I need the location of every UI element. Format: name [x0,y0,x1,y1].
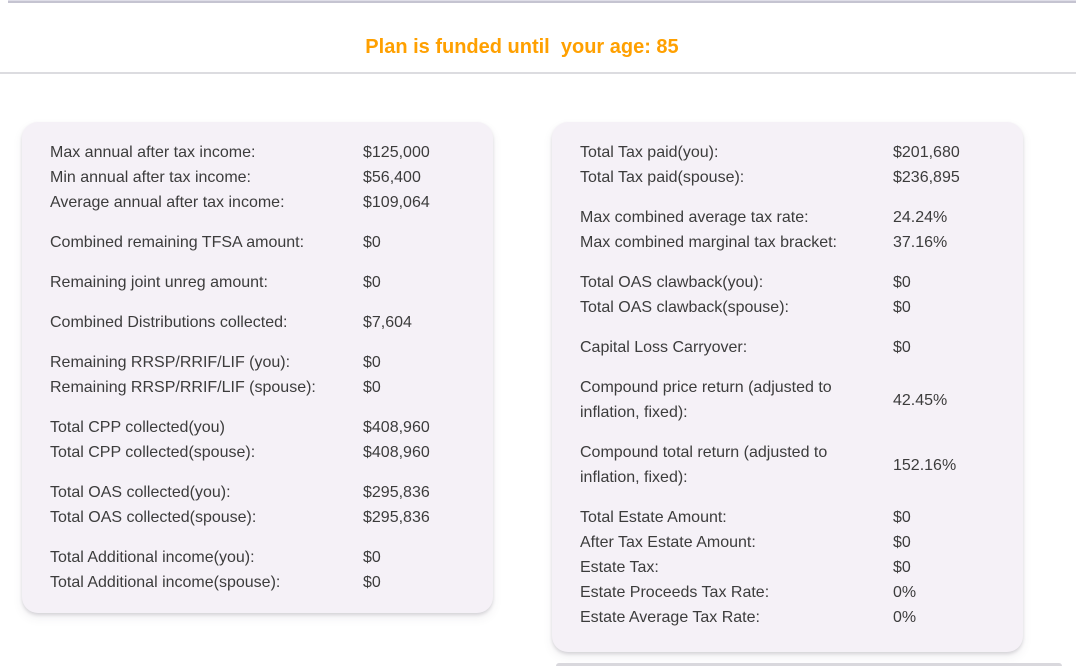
stat-group [580,335,995,360]
stat-label: Total Additional income(you): [50,549,255,566]
stat-value: $0 [893,274,911,291]
stat-group [50,230,465,255]
stat-group [580,375,995,425]
stat-row [580,165,995,190]
stat-value: $408,960 [363,419,430,436]
stat-value: $295,836 [363,484,430,501]
stat-row [580,440,995,490]
stat-label: Total CPP collected(spouse): [50,444,256,461]
stat-row [50,440,465,465]
stat-label: Estate Tax: [580,559,659,576]
stat-label: Combined Distributions collected: [50,314,288,331]
stat-label: Total OAS clawback(you): [580,274,764,291]
stat-group [50,350,465,400]
stat-group [50,480,465,530]
stat-row [50,545,465,570]
stat-row [50,350,465,375]
stat-value: 37.16% [893,234,948,251]
stat-row [50,270,465,295]
stat-value: $0 [363,379,381,396]
stat-label: Max combined average tax rate: [580,209,809,226]
stat-value: $408,960 [363,444,430,461]
stat-label: Remaining RRSP/RRIF/LIF (spouse): [50,379,316,396]
stat-value: $295,836 [363,509,430,526]
stat-label: Estate Proceeds Tax Rate: [580,584,770,601]
stat-row [580,140,995,165]
stat-value: 42.45% [893,391,948,409]
stat-label: Average annual after tax income: [50,194,285,211]
stat-value: 24.24% [893,209,948,226]
stat-label: Total OAS collected(spouse): [50,509,257,526]
stat-value: $201,680 [893,144,960,161]
header [0,0,1076,74]
stat-row [580,295,995,320]
stat-label: Remaining RRSP/RRIF/LIF (you): [50,354,291,371]
summary-card-tax-estate [552,122,1023,652]
stat-label: Total Additional income(spouse): [50,574,281,591]
stat-label: After Tax Estate Amount: [580,534,756,551]
stat-row [50,480,465,505]
stat-row [580,335,995,360]
stat-value: $0 [893,534,911,551]
stat-label: Total Estate Amount: [580,509,727,526]
stat-group [50,545,465,595]
stat-label: Capital Loss Carryover: [580,339,748,356]
summary-card-income [22,122,493,613]
stat-value: 152.16% [893,456,957,474]
stat-row [50,310,465,335]
stat-row [580,505,995,530]
stat-label: Total OAS clawback(spouse): [580,299,789,316]
stat-label: Total Tax paid(spouse): [580,169,745,186]
stat-group [50,415,465,465]
stat-value: $109,064 [363,194,430,211]
stat-row [50,415,465,440]
stat-row [50,140,465,165]
stat-value: $7,604 [363,314,412,331]
stat-value: $0 [363,574,381,591]
stat-label: Total CPP collected(you) [50,419,225,436]
stat-group [580,205,995,255]
stat-group [580,505,995,630]
stat-label: Max annual after tax income: [50,144,256,161]
stat-group [50,270,465,295]
stat-value: $0 [893,509,911,526]
stat-row [580,555,995,580]
stat-value: $0 [893,299,911,316]
stat-value: $0 [363,234,381,251]
stat-value: $56,400 [363,169,421,186]
stat-label: Max combined marginal tax bracket: [580,234,837,251]
stat-label: Min annual after tax income: [50,169,251,186]
stat-row [580,205,995,230]
stat-row [580,605,995,630]
stat-row [50,375,465,400]
stat-value: $0 [363,354,381,371]
stat-group [580,440,995,490]
stat-row [50,230,465,255]
stat-value: $0 [363,549,381,566]
stat-group [580,140,995,190]
stat-value: 0% [893,609,917,626]
stat-value: $236,895 [893,169,960,186]
stat-label: Total OAS collected(you): [50,484,231,501]
stat-row [580,270,995,295]
stat-label: Estate Average Tax Rate: [580,609,760,626]
stat-label: Total Tax paid(you): [580,144,719,161]
stat-row [50,505,465,530]
stat-row [50,190,465,215]
stat-row [580,230,995,255]
stat-group [50,140,465,215]
stat-value: $0 [363,274,381,291]
stat-group [50,310,465,335]
stat-value: $0 [893,559,911,576]
page-title: Plan is funded until your age: 85 [365,36,679,58]
stat-label: Combined remaining TFSA amount: [50,234,305,251]
stat-group [580,270,995,320]
stat-row [580,580,995,605]
stat-row [50,570,465,595]
stat-row [580,530,995,555]
stat-label: Remaining joint unreg amount: [50,274,268,291]
stat-label: Compound total return (adjusted to inflation, fixed): [580,444,828,486]
stat-value: 0% [893,584,917,601]
stat-value: $0 [893,339,911,356]
stat-value: $125,000 [363,144,430,161]
stat-row [580,375,995,425]
stat-row [50,165,465,190]
stat-label: Compound price return (adjusted to inflation, fixed): [580,379,832,421]
